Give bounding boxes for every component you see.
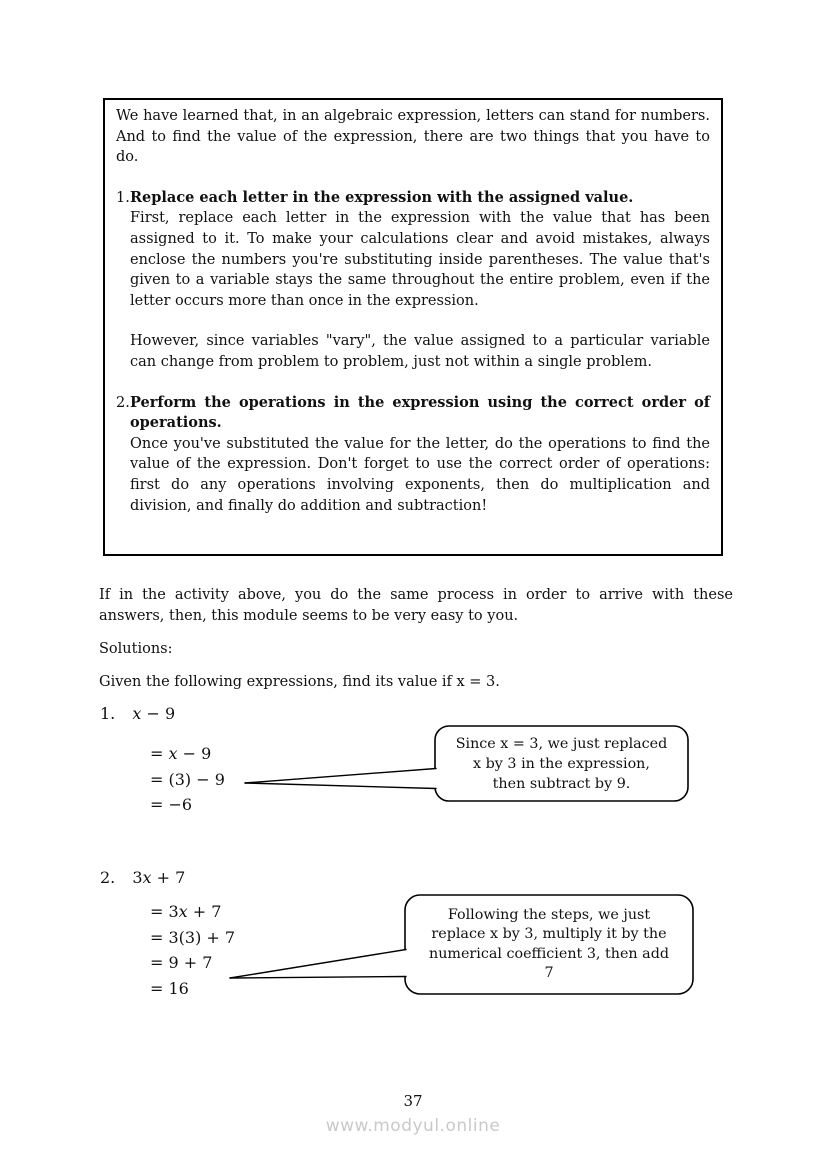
intro-paragraph: If in the activity above, you do the same process in order to arrive with these answers, then, this module seems to be very easy to you. <box>99 587 733 624</box>
callout-line: x by 3 in the expression, <box>473 755 650 772</box>
callout-line: numerical coefficient 3, then add <box>428 945 669 962</box>
problem-2-label <box>100 867 185 889</box>
item-heading: Perform the operations in the expression using the correct order of operations. <box>130 393 710 432</box>
callout-1 <box>240 718 696 810</box>
problem-2-steps <box>150 899 235 1001</box>
item-paragraph: Once you've substituted the value for the letter, do the operations to find the value of the expression. Don't forget to use the correct order of operations: first do any operations involving exponents, then do multiplication and division, and finally do addition and subtraction! <box>130 435 710 514</box>
equation-line: = x − 9 <box>150 744 212 763</box>
callout-line: replace x by 3, multiply it by the <box>431 926 667 942</box>
equation-line: = 3x + 7 <box>150 902 222 921</box>
problem-expression: x − 9 <box>132 704 176 723</box>
callout-line: 7 <box>544 965 554 981</box>
info-box-item-2 <box>116 393 710 517</box>
equation-line: = 9 + 7 <box>150 953 213 972</box>
problem-expression: 3x + 7 <box>132 868 186 887</box>
page-number: 37 <box>403 1092 423 1110</box>
info-box <box>103 98 723 556</box>
problem-number: 1. <box>100 704 116 723</box>
equation-line: = 3(3) + 7 <box>150 927 236 947</box>
equation-line: = −6 <box>150 795 193 814</box>
problem-number: 2. <box>100 868 116 887</box>
callout-2-text <box>405 895 693 994</box>
equation-line: = (3) − 9 <box>150 769 225 789</box>
watermark: www.modyul.online <box>325 1116 501 1136</box>
callout-line: Following the steps, we just <box>447 906 651 923</box>
problem-1-label <box>100 703 175 725</box>
item-number: 1. <box>116 189 130 206</box>
callout-line: Since x = 3, we just replaced <box>455 735 668 752</box>
item-number: 2. <box>116 394 130 411</box>
equation-line: = 16 <box>150 978 189 998</box>
problem-1-steps <box>150 741 225 818</box>
item-paragraph: First, replace each letter in the expression with the value that has been assigned to it. To make your calculations clear and avoid mistakes, always enclose the numbers you're substituting inside parentheses. The value that's given to a variable stays the same throughout the entire problem, even if the letter occurs more than once in the expression. <box>130 210 710 309</box>
info-box-intro: We have learned that, in an algebraic expression, letters can stand for numbers. And to find the value of the expression, there are two things that you have to do. <box>116 108 710 166</box>
instruction-line: Given the following expressions, find its value if x = 3. <box>99 674 500 690</box>
callout-2 <box>225 888 701 1002</box>
item-heading: Replace each letter in the expression with the assigned value. <box>130 188 634 206</box>
callout-line: then subtract by 9. <box>492 775 631 792</box>
info-box-item-1 <box>116 188 710 373</box>
callout-1-text <box>435 726 688 801</box>
solutions-label: Solutions: <box>99 641 173 657</box>
item-paragraph: However, since variables "vary", the value assigned to a particular variable can change from problem to problem, just not within a single problem. <box>130 333 710 370</box>
